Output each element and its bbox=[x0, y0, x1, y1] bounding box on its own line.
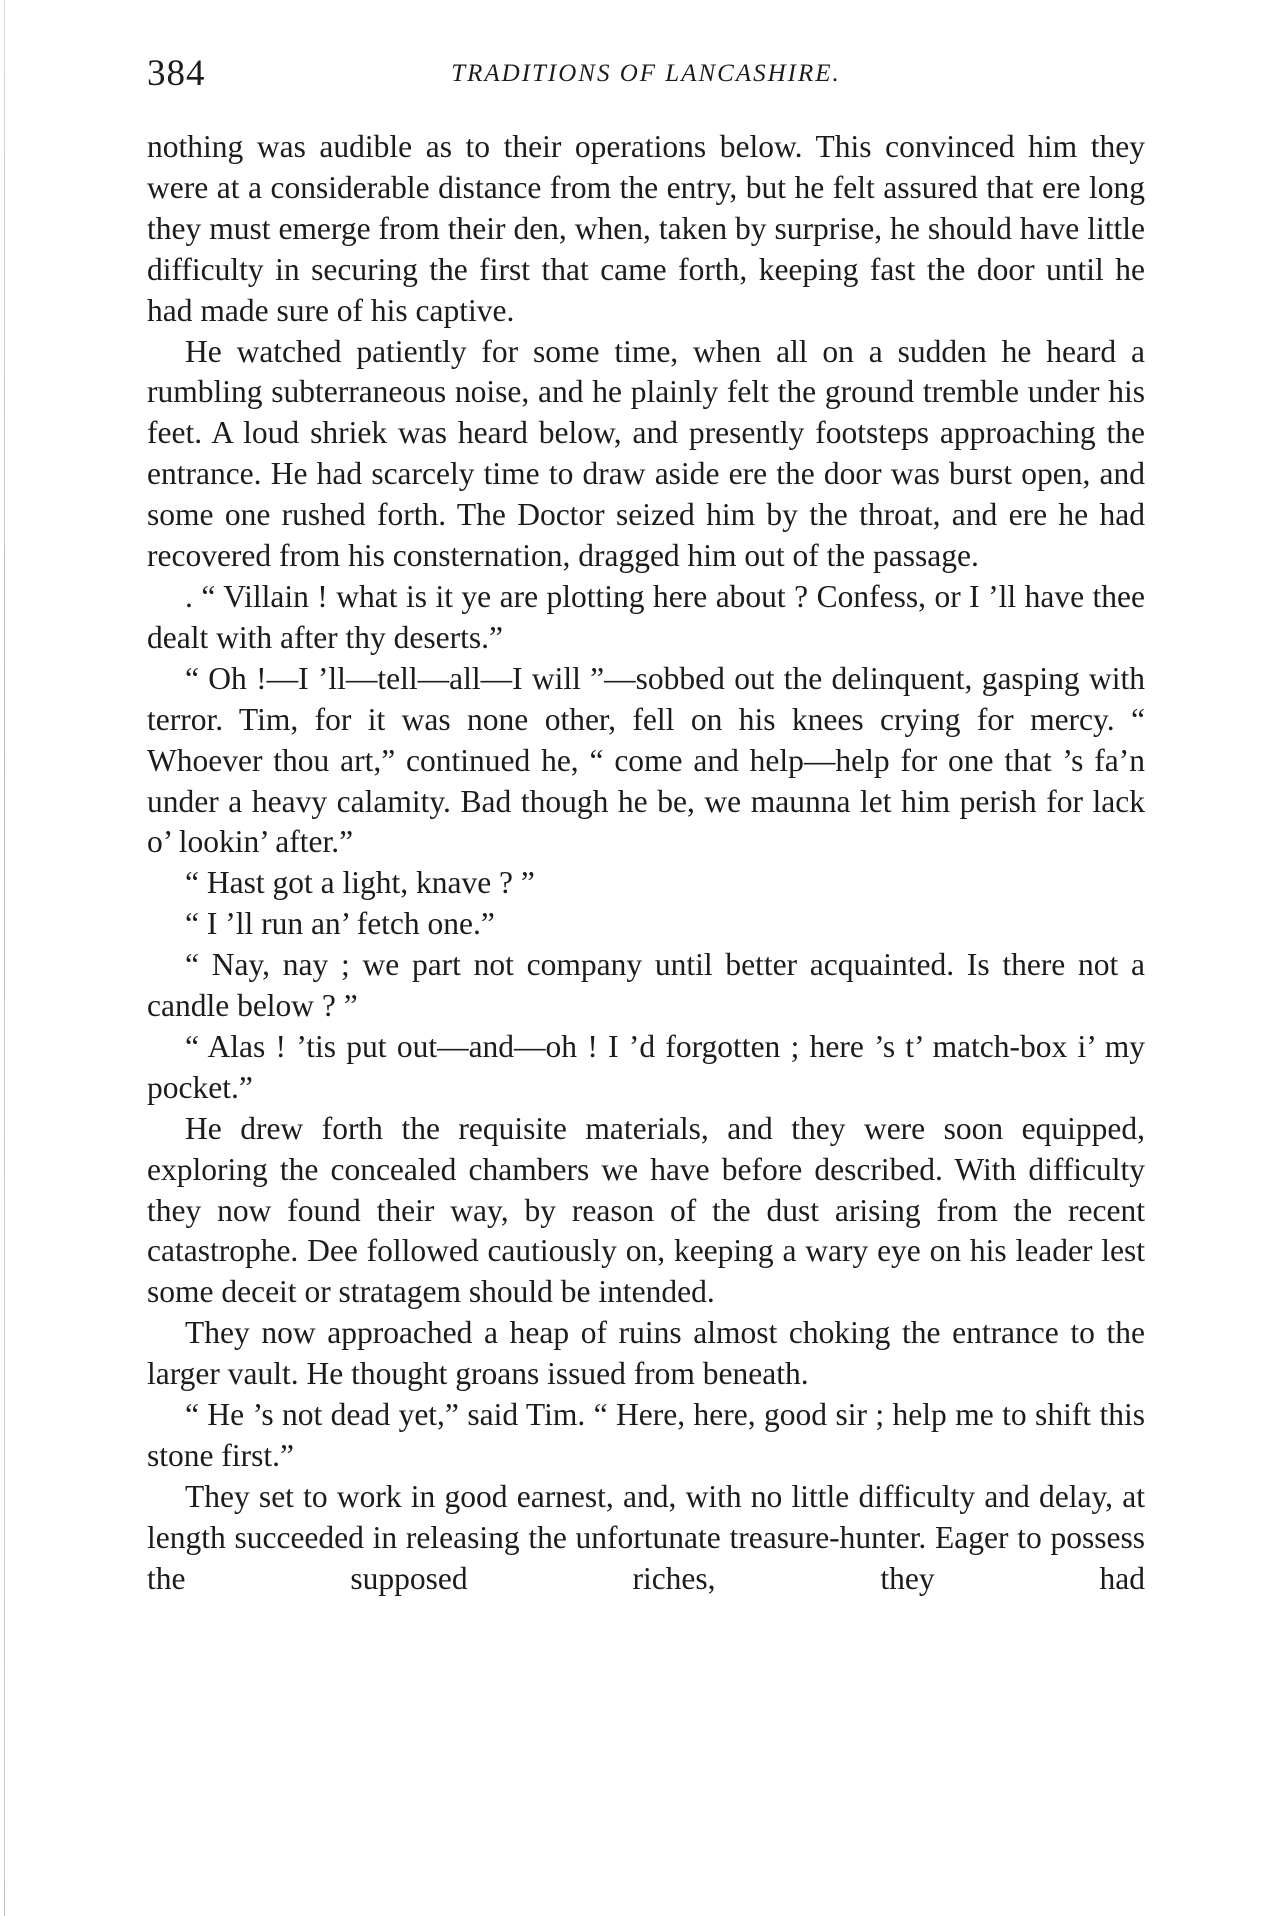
paragraph-8: “ Alas ! ’tis put out—and—oh ! I ’d forgotten ; here ’s t’ match-box i’ my pocket.” bbox=[147, 1028, 1145, 1105]
paragraph-3: . “ Villain ! what is it ye are plotting here about ? Confess, or I ’ll have thee dealt with after thy deserts.” bbox=[147, 578, 1145, 655]
page-edge-line bbox=[4, 0, 5, 1916]
paragraph-4: “ Oh !—I ’ll—tell—all—I will ”—sobbed out the delinquent, gasping with terror. Tim, for it was none other, fell on his knees crying for mercy. “ Whoever thou art,” continued he, “ come and help—help for one that ’s fa’n under a heavy calamity. Bad though he be, we maunna let him perish for lack o’ lookin’ after.” bbox=[147, 660, 1145, 860]
paragraph-5: “ Hast got a light, knave ? ” bbox=[185, 865, 535, 901]
running-title: TRADITIONS OF LANCASHIRE. bbox=[451, 60, 841, 87]
paragraph-1: nothing was audible as to their operations below. This convinced him they were at a considerable distance from the entry, but he felt assured that ere long they must emerge from their den, when, taken by surprise, he should have little difficulty in securing the first that came forth, keeping fast the door until he had made sure of his captive. bbox=[147, 129, 1145, 328]
page-header bbox=[147, 52, 1145, 102]
paragraph-2: He watched patiently for some time, when all on a sudden he heard a rumbling subterraneous noise, and he plainly felt the ground tremble under his feet. A loud shriek was heard below, and presently footsteps approaching the entrance. He had scarcely time to draw aside ere the door was burst open, and some one rushed forth. The Doctor seized him by the throat, and ere he had recovered from his consternation, dragged him out of the passage. bbox=[147, 333, 1145, 574]
paragraph-6: “ I ’ll run an’ fetch one.” bbox=[185, 906, 495, 942]
paragraph-10: They now approached a heap of ruins almost choking the entrance to the larger vault. He thought groans issued from beneath. bbox=[147, 1315, 1145, 1392]
paragraph-7: “ Nay, nay ; we part not company until better acquainted. Is there not a candle below ? ” bbox=[147, 947, 1145, 1024]
page-number: 384 bbox=[147, 53, 206, 94]
paragraph-12: They set to work in good earnest, and, with no little difficulty and delay, at length succeeded in releasing the unfortunate treasure-hunter. Eager to possess the supposed riches, they had bbox=[147, 1478, 1145, 1596]
body-text bbox=[147, 127, 1145, 1600]
paragraph-9: He drew forth the requisite materials, and they were soon equipped, exploring the concealed chambers we have before described. With difficulty they now found their way, by reason of the dust arising from the recent catastrophe. Dee followed cautiously on, keeping a wary eye on his leader lest some deceit or stratagem should be intended. bbox=[147, 1110, 1145, 1310]
paragraph-11: “ He ’s not dead yet,” said Tim. “ Here, here, good sir ; help me to shift this stone first.” bbox=[147, 1397, 1145, 1473]
